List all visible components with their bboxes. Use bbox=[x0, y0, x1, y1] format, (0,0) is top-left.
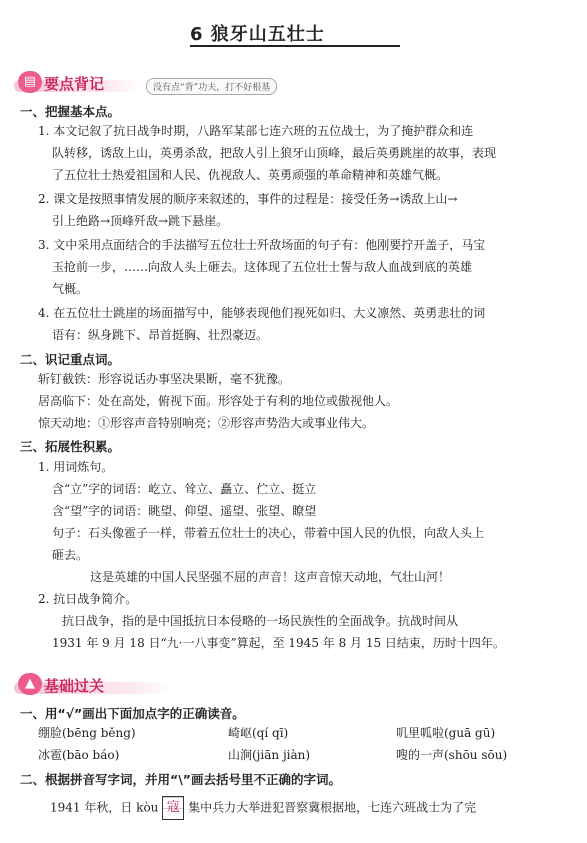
section-banner-basics bbox=[14, 672, 174, 698]
lesson-title: 6 狼牙山五壮士 bbox=[190, 24, 325, 45]
question-1-heading: 一、用“√”画出下面加点字的正确读音。 bbox=[20, 706, 245, 721]
item-4 bbox=[38, 302, 485, 346]
pinyin-item[interactable]: 冰雹(bāo báo) bbox=[38, 748, 120, 762]
q2-text-after: 集中兵力大举进犯晋察冀根据地，七连六班战士为了完 bbox=[188, 800, 477, 815]
item-3 bbox=[38, 234, 485, 300]
item-2-line-1: 2. 课文是按照事情发展的顺序来叙述的，事件的过程是：接受任务→诱敌上山→ bbox=[38, 192, 458, 206]
item-1-line-1: 1. 本文记叙了抗日战争时期，八路军某部七连六班的五位战士，为了掩护群众和连 bbox=[38, 124, 474, 138]
question-2-heading: 二、根据拼音写字词，并用“\”画去括号里不正确的字词。 bbox=[20, 772, 341, 787]
ext-history-2: 1931 年 9 月 18 日“九·一八事变”算起，至 1945 年 8 月 15 日结束，历时十四年。 bbox=[52, 636, 505, 650]
item-3-line-1: 3. 文中采用点面结合的手法描写五位壮士歼敌场面的句子有：他刚要拧开盖子，马宝 bbox=[38, 238, 486, 252]
ext-subtitle-2: 2. 抗日战争简介。 bbox=[38, 592, 138, 606]
section-label: 基础过关 bbox=[44, 677, 105, 695]
word-item: 居高临下：处在高处，俯视下面。形容处于有利的地位或傲视他人。 bbox=[38, 394, 399, 408]
title-underline bbox=[190, 45, 400, 47]
item-2-line-2: 引上绝路→顶峰歼敌→跳下悬崖。 bbox=[52, 214, 229, 228]
heading-basics: 一、把握基本点。 bbox=[20, 104, 121, 119]
pinyin-item[interactable]: 绷脸(bēng běng) bbox=[38, 726, 136, 740]
item-3-line-2: 玉抢前一步，……向敌人头上砸去。这体现了五位壮士誓与敌人血战到底的英雄 bbox=[52, 260, 473, 274]
pinyin-item[interactable]: 崎岖(qí qī) bbox=[228, 726, 289, 740]
item-4-line-2: 语有：纵身跳下、昂首挺胸、壮烈豪迈。 bbox=[52, 328, 269, 342]
lesson-title-block bbox=[190, 18, 400, 50]
answer-char-box[interactable]: 寇 bbox=[162, 796, 184, 820]
pinyin-item[interactable]: 嗖的一声(shōu sōu) bbox=[396, 748, 508, 762]
ext-sentence-3: 这是英雄的中国人民坚强不屈的声音！这声音惊天动地，气壮山河！ bbox=[90, 570, 451, 584]
item-3-line-3: 气概。 bbox=[52, 282, 89, 296]
section-tagline: 没有点“背”功夫，打不好根基 bbox=[146, 78, 277, 95]
section-label: 要点背记 bbox=[44, 75, 105, 93]
graduation-cap-icon: ▲ bbox=[18, 673, 42, 695]
pinyin-item[interactable]: 山涧(jiān jiàn) bbox=[228, 748, 311, 762]
ext-sentence-2: 砸去。 bbox=[52, 548, 89, 562]
question-2-line bbox=[50, 796, 476, 820]
ext-wang-words: 含“望”字的词语：眺望、仰望、遥望、张望、瞭望 bbox=[52, 504, 317, 518]
book-icon: ▤ bbox=[18, 71, 42, 93]
heading-key-words: 二、识记重点词。 bbox=[20, 352, 121, 367]
section-banner-review bbox=[14, 70, 142, 96]
key-words-list bbox=[38, 368, 398, 434]
item-1 bbox=[38, 120, 496, 186]
heading-extension: 三、拓展性积累。 bbox=[20, 439, 121, 454]
ext-sentence-1: 句子：石头像雹子一样，带着五位壮士的决心，带着中国人民的仇恨，向敌人头上 bbox=[52, 526, 485, 540]
ext-subtitle-1: 1. 用词炼句。 bbox=[38, 460, 114, 474]
ext-history-1: 抗日战争，指的是中国抵抗日本侵略的一场民族性的全面战争。抗战时间从 bbox=[62, 614, 459, 628]
item-1-line-3: 了五位壮士热爱祖国和人民、仇视敌人、英勇顽强的革命精神和英雄气概。 bbox=[52, 168, 449, 182]
word-item: 惊天动地：①形容声音特别响亮；②形容声势浩大或事业伟大。 bbox=[38, 416, 375, 430]
ext-li-words: 含“立”字的词语：屹立、耸立、矗立、伫立、挺立 bbox=[52, 482, 317, 496]
word-item: 斩钉截铁：形容说话办事坚决果断，毫不犹豫。 bbox=[38, 372, 291, 386]
item-2 bbox=[38, 188, 457, 232]
extension-block bbox=[38, 456, 505, 654]
item-4-line-1: 4. 在五位壮士跳崖的场面描写中，能够表现他们视死如归、大义凛然、英勇悲壮的词 bbox=[38, 306, 486, 320]
pinyin-item[interactable]: 叽里呱啦(guā gū) bbox=[396, 726, 496, 740]
item-1-line-2: 队转移，诱敌上山，英勇杀敌，把敌人引上狼牙山顶峰，最后英勇跳崖的故事，表现 bbox=[52, 146, 497, 160]
pinyin-grid bbox=[38, 722, 578, 766]
q2-text-before: 1941 年秋，日 kòu bbox=[50, 800, 159, 815]
